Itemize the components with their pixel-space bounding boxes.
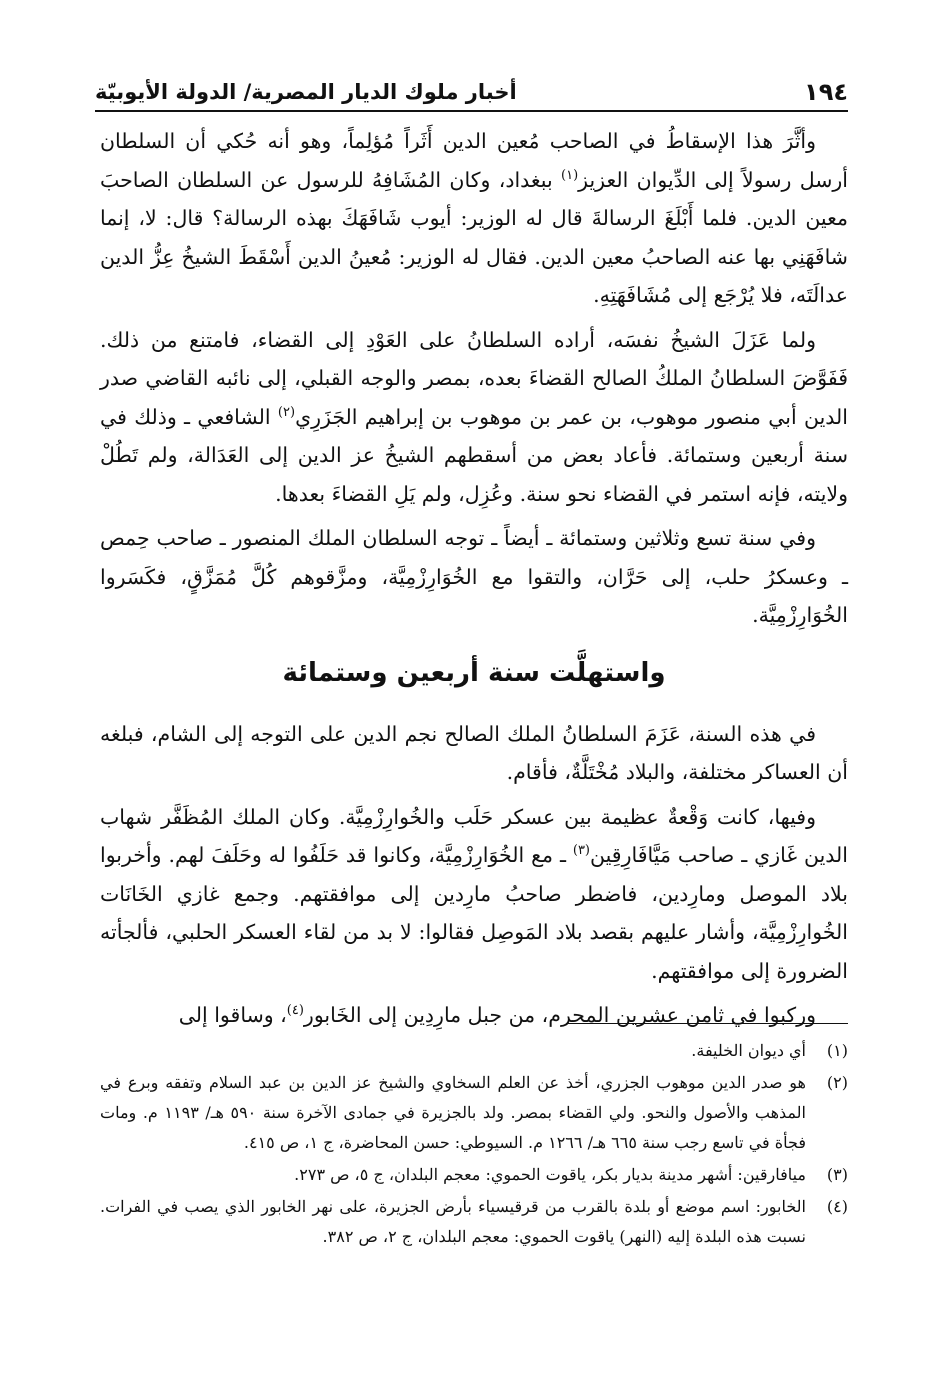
paragraph-text: في هذه السنة، عَزَمَ السلطانُ الملك الصالح نجم الدين على التوجه إلى الشام، فبلغه أن العساكر مختلفة، والبلاد مُخْتَلَّةٌ، فأقام. (100, 721, 848, 784)
paragraph (100, 519, 848, 635)
paragraph-text: ولما عَزَلَ الشيخُ نفسَه، أراده السلطانُ على العَوْدِ إلى القضاء، فامتنع من ذلك. فَفَوَّضَ السلطانُ الملكُ الصالح القضاءَ بعده، بمصر والوجه القبلي، إلى نائبه القاضي صدر الدين أبي منصور موهوب، بن عمر بن موهوب بن إبراهيم الجَزَرِي (100, 327, 849, 429)
footnote-text: أي ديوان الخليفة. (691, 1041, 806, 1060)
paragraph-text: الشافعي ـ وذلك في سنة أربعين وستمائة. فأعاد بعض من أسقطهم الشيخُ عز الدين إلى العَدَالة، ولم تَطُلْ ولايته، فإنه استمر في القضاء نحو سنة. وعُزِل، ولم يَلِ القضاءَ بعدها. (100, 404, 848, 506)
running-title: أخبار ملوك الديار المصرية/ الدولة الأيوبيّة (95, 80, 517, 104)
footnote-number: (٣) (826, 1165, 848, 1184)
footnote-text: الخابور: اسم موضع أو بلدة بالقرب من قرقيسياء بأرض الجزيرة، على نهر الخابور الذي يصب في الفرات. نسبت هذه البلدة إليه (النهر) ياقوت الحموي: معجم البلدان، ج ٢، ص ٣٨٢. (100, 1197, 806, 1246)
footnote (100, 1160, 848, 1190)
footnote-reference: (٢) (277, 404, 296, 420)
paragraph-text: وأثَّرَ هذا الإسقاطُ في الصاحب مُعين الدين أَثَراً مُؤلِماً، وهو أنه حُكي أن السلطان أرسل رسولاً إلى الدِّيوان العزيز (100, 129, 849, 192)
footnotes (100, 1036, 848, 1254)
paragraph-text: وفيها، كانت وَقْعةٌ عظيمة بين عسكر حَلَب والخُوارِزْمِيَّة. وكان الملك المُظَفَّر شهاب الدين غَازي ـ صاحب مَيَّافَارِقِين (100, 804, 848, 867)
footnote-text: ميافارقين: أشهر مدينة بديار بكر، ياقوت الحموي: معجم البلدان، ج ٥، ص ٢٧٣. (294, 1165, 806, 1184)
footnote-number: (٤) (826, 1197, 848, 1216)
footnote (100, 1068, 848, 1158)
paragraph-text: وفي سنة تسع وثلاثين وستمائة ـ أيضاً ـ توجه السلطان الملك المنصور ـ صاحب حِمص ـ وعسكرُ حلب، إلى حَرَّان، والتقوا مع الخُوَارِزْمِيَّة، ومزَّقوهم كُلَّ مُمَزَّقٍ، فكَسَروا الخُوَارِزْمِيَّة. (100, 526, 848, 627)
footnote-reference: (٣) (572, 843, 590, 859)
footnote-divider (566, 1023, 848, 1024)
page-number: ١٩٤ (804, 78, 848, 106)
paragraph (100, 321, 848, 514)
footnote-reference: (٤) (286, 1003, 304, 1019)
paragraph (100, 715, 848, 792)
footnote (100, 1036, 848, 1066)
footnote-number: (١) (826, 1041, 848, 1060)
footnote-number: (٢) (826, 1073, 848, 1092)
paragraph-text: ، وساقوا إلى (178, 1003, 287, 1027)
paragraph-text: وركبوا في ثامن عشرين المحرم، من جبل مارِدِين إلى الخَابور (303, 1003, 816, 1027)
main-text (100, 122, 848, 1041)
footnote-reference: (١) (561, 167, 579, 183)
footnote-text: هو صدر الدين موهوب الجزري، أخذ عن العلم السخاوي والشيخ عز الدين بن عبد السلام وتفقه وبرع في المذهب والأصول والنحو. ولي القضاء بمصر. ولد بالجزيرة في جمادى الآخرة سنة ٥٩٠ هـ/ ١١٩٣ م. ومات فجأة في تاسع رجب سنة ٦٦٥ هـ/ ١٢٦٦ م. السيوطي: حسن المحاضرة، ج ١، ص ٤١٥. (100, 1073, 806, 1152)
page-header (95, 66, 848, 112)
footnote (100, 1192, 848, 1252)
paragraph (100, 798, 848, 991)
paragraph (100, 122, 848, 315)
paragraph-text: ببغداد، وكان المُشَافِهُ للرسول عن السلطان الصاحبَ معين الدين. فلما أَبْلَغَ الرسالةَ قال له الوزير: أيوب شَافَهَكَ بهذه الرسالة؟ قال: لا، إنما شافَهَنِي بها عنه الصاحبُ معين الدين. فقال له الوزير: مُعينُ الدين أَسْقَطَ الشيخُ عِزُّ الدين عدالَتَه، فلا يُرْجَع إلى مُشَافَهَتِهِ. (100, 167, 848, 307)
paragraph-text: ـ مع الخُوَارِزْمِيَّة، وكانوا قد حَلَفُوا له وحَلَفَ لهم. وأخربوا بلاد الموصل ومارِدين، فاضطر صاحبُ مارِدين إلى موافقتهم. وجمع غازي الخَانَات الخُوارِزْمِيَّة، وأشار عليهم بقصد بلاد المَوصِل فقالوا: لا بد من لقاء العسكر الحلبي، فألجأته الضرورة إلى موافقتهم. (100, 843, 848, 983)
section-heading: واستهلَّت سنة أربعين وستمائة (282, 657, 666, 688)
paragraph (100, 996, 848, 1035)
